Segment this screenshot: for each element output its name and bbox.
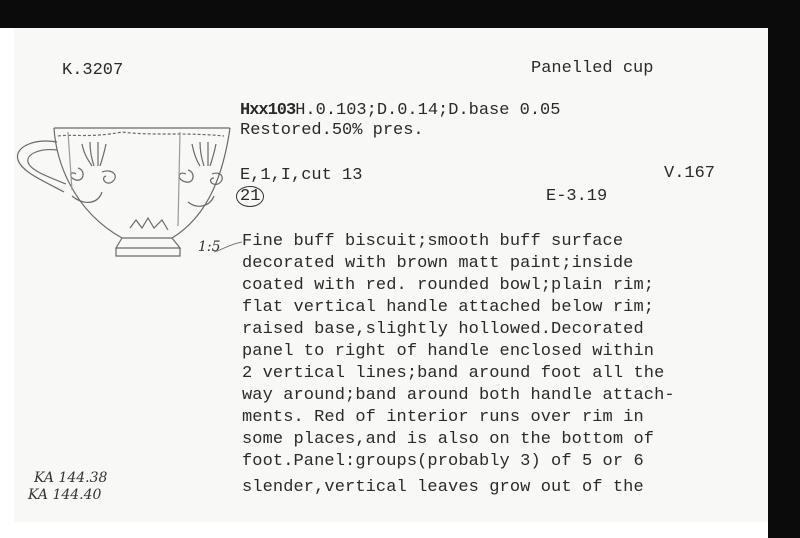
dimensions-line <box>240 100 560 122</box>
restoration-note: Restored.50% pres. <box>240 121 424 140</box>
description-line: Fine buff biscuit;smooth buff surface <box>242 232 624 251</box>
description-line: way around;band around both handle attach- <box>242 386 675 405</box>
object-name: Panelled cup <box>531 59 654 78</box>
circled-number <box>236 186 264 208</box>
description-line: raised base,slightly hollowed.Decorated <box>242 320 644 339</box>
description-line: some places,and is also on the bottom of <box>242 430 655 449</box>
catalog-number: K.3207 <box>62 61 124 80</box>
handwritten-ref: KA 144.40 <box>28 487 102 503</box>
description-line: panel to right of handle enclosed within <box>242 342 655 361</box>
description-line: ments. Red of interior runs over rim in <box>242 408 644 427</box>
circled-number-text: 21 <box>236 186 264 207</box>
handwritten-ref: KA 144.38 <box>34 470 108 486</box>
scan-margin-bottom <box>0 522 768 538</box>
dimensions: H.0.103;D.0.14;D.base 0.05 <box>295 101 561 120</box>
scan-border-top <box>0 0 800 28</box>
description-line: coated with red. rounded bowl;plain rim; <box>242 276 655 295</box>
scale-note: 1:5 <box>198 239 221 255</box>
find-context: E,1,I,cut 13 <box>240 166 363 185</box>
description-line: 2 vertical lines;band around foot all the <box>242 364 665 383</box>
description-line: flat vertical handle attached below rim; <box>242 298 655 317</box>
box-number: V.167 <box>664 164 716 183</box>
negative-number: E-3.19 <box>546 187 608 206</box>
description-line: decorated with brown matt paint;inside <box>242 254 634 273</box>
scale-pointer <box>214 240 244 254</box>
description-line: foot.Panel:groups(probably 3) of 5 or 6 <box>242 452 644 471</box>
scan-border-right <box>768 0 800 538</box>
description-line: slender,vertical leaves grow out of the <box>242 478 644 497</box>
strikeout-text: Hxx103 <box>240 101 296 120</box>
